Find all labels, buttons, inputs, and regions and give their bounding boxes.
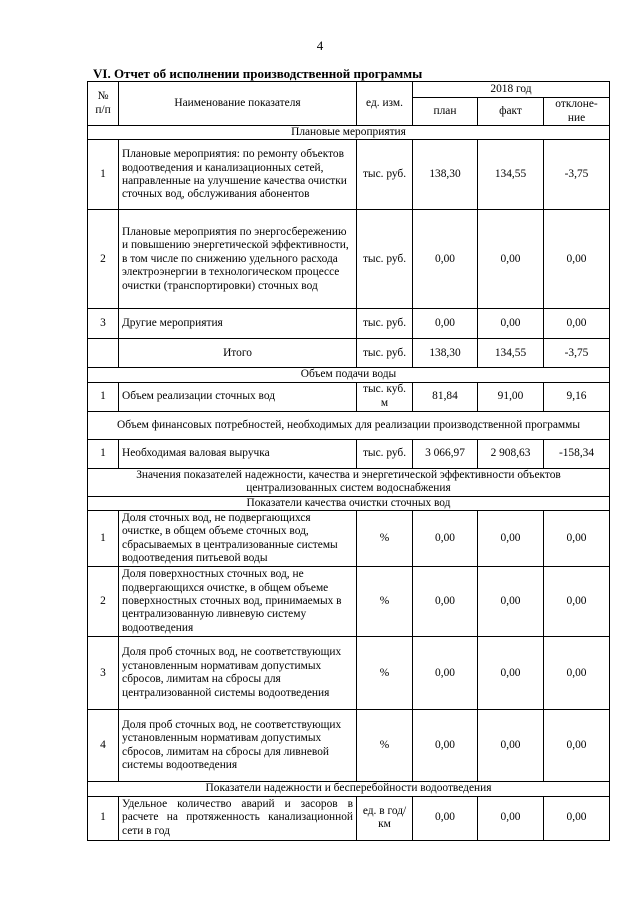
row-num: 1 (88, 439, 119, 468)
section-quality: Показатели качества очистки сточных вод (88, 496, 610, 510)
row-deviation: 0,00 (544, 511, 610, 567)
header-unit: ед. изм. (357, 82, 413, 126)
table-row (88, 382, 610, 411)
section-indicators: Значения показателей надежности, качества и энергетической эффективности объектов централизованных систем водоснабжения (88, 468, 610, 496)
row-name: Доля проб сточных вод, не соответствующих установленным нормативам допустимых сбросов, лимитам на сбросы для ливневой системы водоотведения (119, 710, 357, 782)
row-plan: 0,00 (413, 710, 478, 782)
header-num: № п/п (88, 82, 119, 126)
row-deviation: -3,75 (544, 140, 610, 210)
page-number: 4 (316, 38, 324, 53)
row-num: 1 (88, 511, 119, 567)
row-name: Удельное количество аварий и засоров в расчете на протяженность канализационной сети в год (119, 796, 357, 840)
section-row (88, 782, 610, 796)
row-name: Плановые мероприятия по энергосбережению и повышению энергетической эффективности, в том числе по снижению удельного расхода электроэнергии в технологическом процессе очистки (транспортировки) сточных вод (119, 210, 357, 309)
row-deviation: 0,00 (544, 309, 610, 339)
row-unit: ед. в год/ км (357, 796, 413, 840)
row-deviation: 0,00 (544, 637, 610, 710)
row-name: Плановые мероприятия: по ремонту объектов водоотведения и канализационных сетей, направленные на улучшение качества очистки сточных вод, обслуживания абонентов (119, 140, 357, 210)
section-volume: Объем подачи воды (88, 368, 610, 382)
row-name: Объем реализации сточных вод (119, 382, 357, 411)
table-row (88, 637, 610, 710)
row-deviation: -158,34 (544, 439, 610, 468)
table-row (88, 439, 610, 468)
row-deviation: 0,00 (544, 710, 610, 782)
row-name: Необходимая валовая выручка (119, 439, 357, 468)
table-row (88, 140, 610, 210)
row-fact: 134,55 (478, 339, 544, 368)
empty-cell (88, 339, 119, 368)
row-deviation: 0,00 (544, 567, 610, 637)
header-fact: факт (478, 98, 544, 126)
row-unit: % (357, 567, 413, 637)
row-fact: 0,00 (478, 511, 544, 567)
row-plan: 0,00 (413, 309, 478, 339)
total-label: Итого (119, 339, 357, 368)
section-row (88, 368, 610, 382)
table-row (88, 710, 610, 782)
row-num: 2 (88, 567, 119, 637)
section-row (88, 496, 610, 510)
row-plan: 0,00 (413, 637, 478, 710)
row-unit: тыс. руб. (357, 140, 413, 210)
row-plan: 138,30 (413, 140, 478, 210)
row-unit: тыс. куб. м (357, 382, 413, 411)
row-num: 4 (88, 710, 119, 782)
row-unit: % (357, 511, 413, 567)
report-heading: VI. Отчет об исполнении производственной программы (93, 66, 423, 81)
row-name: Доля сточных вод, не подвергающихся очистке, в общем объеме сточных вод, сбрасываемых в централизованные системы водоотведения питьевой воды (119, 511, 357, 567)
row-plan: 81,84 (413, 382, 478, 411)
row-deviation: -3,75 (544, 339, 610, 368)
header-row-1 (88, 82, 610, 98)
row-plan: 3 066,97 (413, 439, 478, 468)
row-unit: тыс. руб. (357, 439, 413, 468)
row-num: 1 (88, 382, 119, 411)
row-deviation: 9,16 (544, 382, 610, 411)
row-num: 3 (88, 309, 119, 339)
section-row (88, 126, 610, 140)
row-name: Доля поверхностных сточных вод, не подвергающихся очистке, в общем объеме поверхностных сточных вод, принимаемых в централизованную ливневую систему водоотведения (119, 567, 357, 637)
row-name: Другие мероприятия (119, 309, 357, 339)
total-row (88, 339, 610, 368)
table-row (88, 210, 610, 309)
table-row (88, 309, 610, 339)
header-deviation: отклоне- ние (544, 98, 610, 126)
row-fact: 0,00 (478, 710, 544, 782)
row-fact: 0,00 (478, 309, 544, 339)
row-fact: 0,00 (478, 796, 544, 840)
header-name: Наименование показателя (119, 82, 357, 126)
section-reliability: Показатели надежности и бесперебойности водоотведения (88, 782, 610, 796)
header-year: 2018 год (413, 82, 610, 98)
section-row (88, 468, 610, 496)
row-unit: % (357, 637, 413, 710)
table-row (88, 567, 610, 637)
row-num: 3 (88, 637, 119, 710)
row-fact: 134,55 (478, 140, 544, 210)
section-row (88, 411, 610, 439)
row-num: 1 (88, 140, 119, 210)
row-fact: 0,00 (478, 567, 544, 637)
row-fact: 0,00 (478, 210, 544, 309)
row-plan: 0,00 (413, 796, 478, 840)
section-planned: Плановые мероприятия (88, 126, 610, 140)
row-unit: тыс. руб. (357, 339, 413, 368)
row-plan: 0,00 (413, 511, 478, 567)
row-plan: 138,30 (413, 339, 478, 368)
section-finance: Объем финансовых потребностей, необходимых для реализации производственной программы (88, 411, 610, 439)
table-row (88, 511, 610, 567)
row-deviation: 0,00 (544, 210, 610, 309)
row-name: Доля проб сточных вод, не соответствующих установленным нормативам допустимых сбросов, лимитам на сбросы для централизованной системы водоотведения (119, 637, 357, 710)
row-num: 2 (88, 210, 119, 309)
row-fact: 0,00 (478, 637, 544, 710)
row-unit: % (357, 710, 413, 782)
production-program-table (87, 81, 610, 841)
row-plan: 0,00 (413, 210, 478, 309)
row-deviation: 0,00 (544, 796, 610, 840)
table-row (88, 796, 610, 840)
row-fact: 2 908,63 (478, 439, 544, 468)
row-plan: 0,00 (413, 567, 478, 637)
row-unit: тыс. руб. (357, 210, 413, 309)
row-fact: 91,00 (478, 382, 544, 411)
row-unit: тыс. руб. (357, 309, 413, 339)
header-plan: план (413, 98, 478, 126)
row-num: 1 (88, 796, 119, 840)
